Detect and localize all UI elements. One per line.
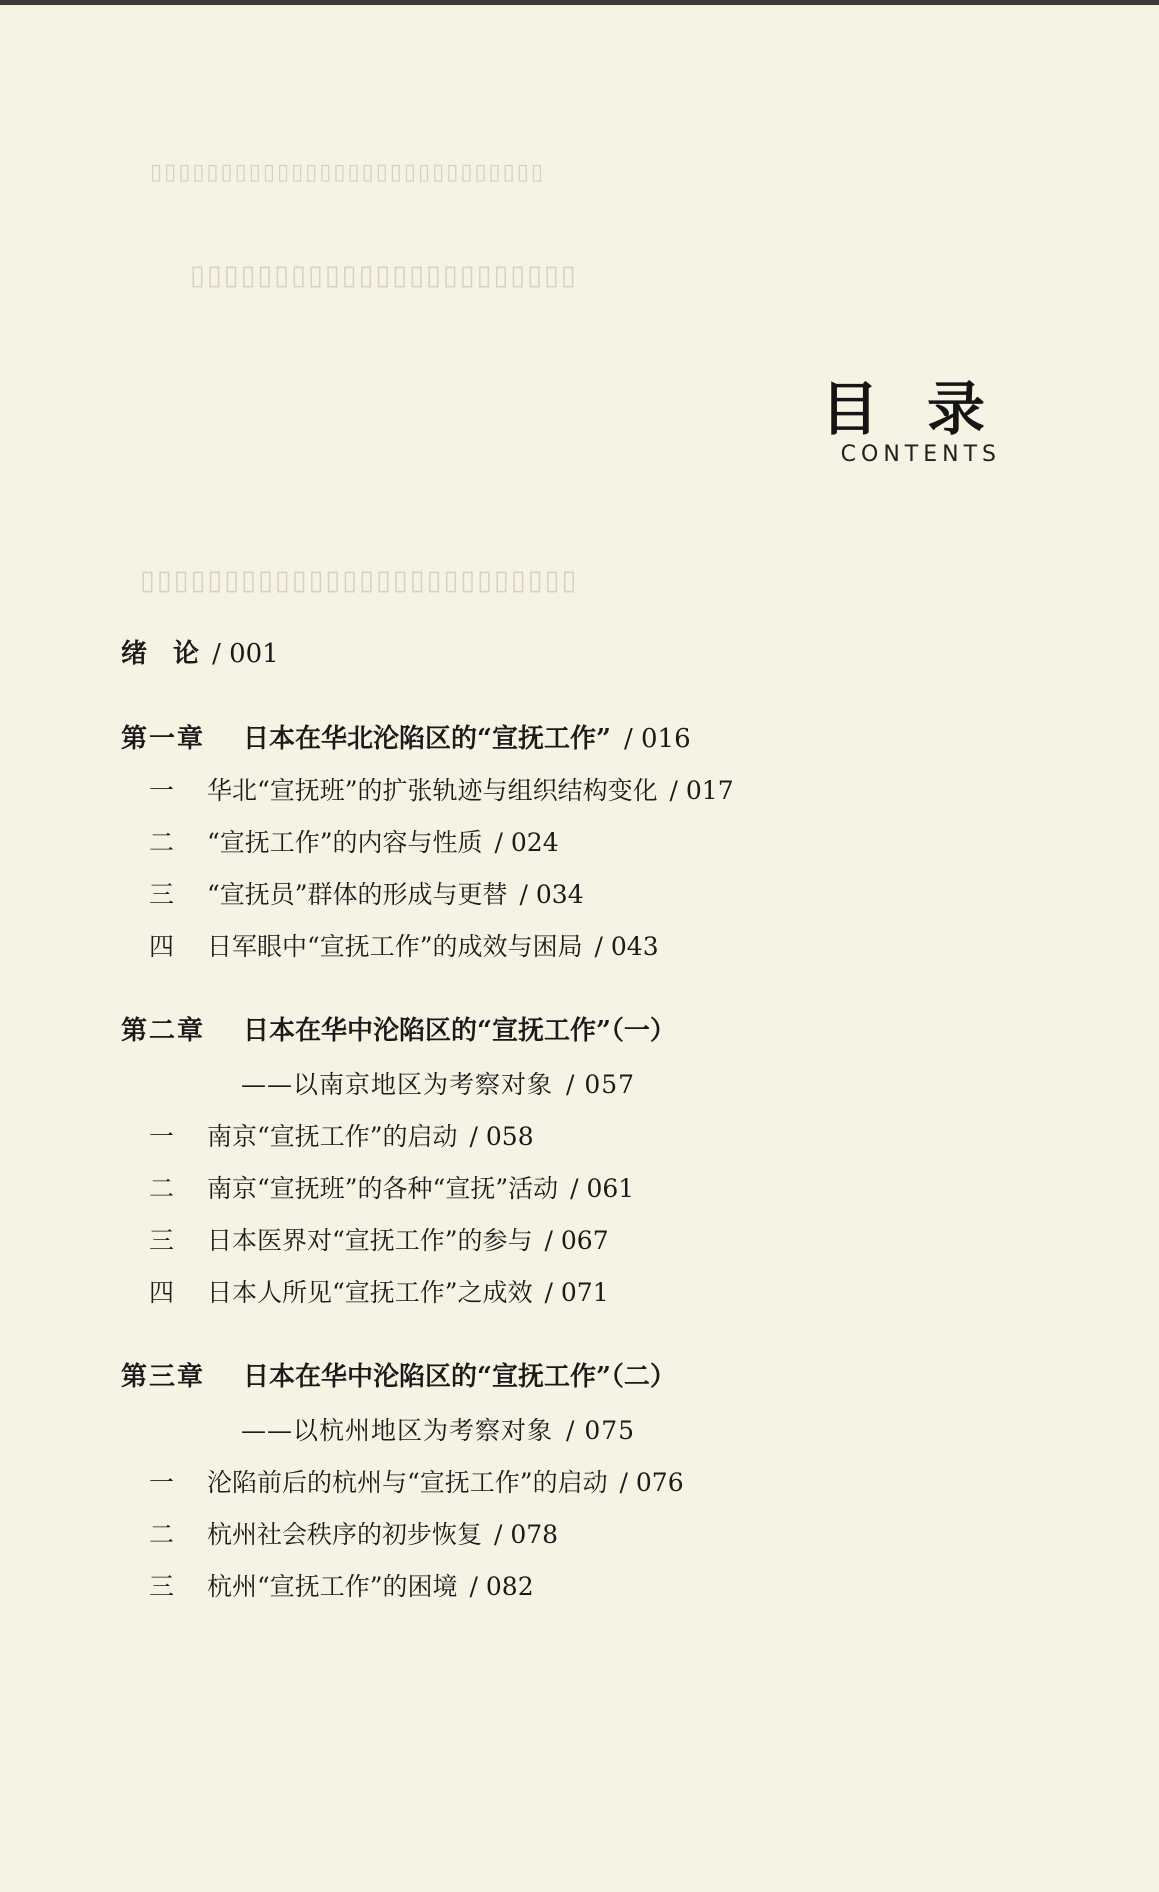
chapter-2-subtitle[interactable] — [241, 1068, 635, 1102]
section-title: 南京“宣抚班”的各种“宣抚”活动 — [207, 1174, 559, 1203]
toc-section[interactable] — [121, 878, 584, 912]
page-subtitle: CONTENTS — [840, 442, 1001, 467]
chapter-subtitle: ——以杭州地区为考察对象 — [241, 1416, 554, 1445]
toc-page-number: / 067 — [544, 1226, 609, 1255]
section-number: 二 — [149, 828, 175, 857]
chapter-title: 日本在华中沦陷区的“宣抚工作”（一） — [243, 1016, 676, 1046]
toc-intro-entry[interactable] — [121, 637, 279, 671]
toc-chapter-3[interactable] — [121, 1360, 676, 1394]
section-title: “宣抚员”群体的形成与更替 — [207, 880, 508, 909]
toc-page-number: / 078 — [493, 1520, 559, 1549]
section-number: 一 — [149, 1468, 175, 1497]
toc-page-number: / 058 — [469, 1122, 534, 1151]
section-title: 日本人所见“宣抚工作”之成效 — [207, 1278, 533, 1307]
toc-section[interactable] — [121, 1120, 534, 1154]
toc-page-number: / 061 — [570, 1174, 635, 1203]
toc-section[interactable] — [121, 1570, 534, 1604]
toc-chapter-2[interactable] — [121, 1014, 676, 1048]
chapter-number: 第二章 — [121, 1016, 206, 1046]
toc-page-number: / 016 — [623, 724, 691, 754]
toc-page-number: / 057 — [565, 1070, 636, 1099]
section-title: 日本医界对“宣抚工作”的参与 — [207, 1226, 533, 1255]
section-number: 四 — [149, 932, 175, 961]
bleed-through-line: ▯▯▯▯▯▯▯▯▯▯▯▯▯▯▯▯▯▯▯▯▯▯▯▯▯▯ — [140, 565, 579, 596]
toc-page-number: / 082 — [469, 1572, 534, 1601]
bleed-through-line: ▯▯▯▯▯▯▯▯▯▯▯▯▯▯▯▯▯▯▯▯▯▯▯ — [190, 260, 578, 291]
toc-intro-label: 绪 论 — [121, 639, 200, 669]
chapter-subtitle: ——以南京地区为考察对象 — [241, 1070, 554, 1099]
toc-page-number: / 001 — [212, 639, 279, 669]
section-title: “宣抚工作”的内容与性质 — [207, 828, 483, 857]
toc-page-number: / 071 — [544, 1278, 609, 1307]
section-number: 三 — [149, 1226, 175, 1255]
toc-page-number: / 075 — [565, 1416, 636, 1445]
bleed-through-header: ▯▯▯▯▯▯▯▯▯▯▯▯▯▯▯▯▯▯▯▯▯▯▯▯▯▯▯▯ — [150, 160, 545, 185]
toc-section[interactable] — [121, 1466, 684, 1500]
section-number: 一 — [149, 1122, 175, 1151]
section-title: 南京“宣抚工作”的启动 — [207, 1122, 458, 1151]
toc-page-number: / 043 — [594, 932, 659, 961]
section-number: 四 — [149, 1278, 175, 1307]
section-title: 华北“宣抚班”的扩张轨迹与组织结构变化 — [207, 776, 658, 805]
section-title: 杭州社会秩序的初步恢复 — [207, 1520, 483, 1549]
toc-section[interactable] — [121, 930, 659, 964]
chapter-number: 第一章 — [121, 724, 206, 754]
toc-page-number: / 034 — [519, 880, 584, 909]
page-top-edge — [0, 0, 1159, 5]
chapter-title: 日本在华中沦陷区的“宣抚工作”（二） — [243, 1362, 676, 1392]
chapter-number: 第三章 — [121, 1362, 206, 1392]
toc-page-number: / 076 — [619, 1468, 684, 1497]
toc-page-number: / 024 — [494, 828, 559, 857]
section-number: 二 — [149, 1520, 175, 1549]
section-number: 三 — [149, 1572, 175, 1601]
section-number: 一 — [149, 776, 175, 805]
toc-page-number: / 017 — [669, 776, 734, 805]
section-title: 日军眼中“宣抚工作”的成效与困局 — [207, 932, 583, 961]
section-title: 杭州“宣抚工作”的困境 — [207, 1572, 458, 1601]
toc-chapter-1[interactable] — [121, 722, 691, 756]
chapter-title: 日本在华北沦陷区的“宣抚工作” — [243, 724, 611, 754]
toc-section[interactable] — [121, 1518, 558, 1552]
section-number: 二 — [149, 1174, 175, 1203]
section-title: 沦陷前后的杭州与“宣抚工作”的启动 — [207, 1468, 608, 1497]
toc-section[interactable] — [121, 1224, 609, 1258]
chapter-3-subtitle[interactable] — [241, 1414, 635, 1448]
page-title: 目 录 — [820, 375, 999, 443]
section-number: 三 — [149, 880, 175, 909]
toc-section[interactable] — [121, 826, 559, 860]
toc-section[interactable] — [121, 774, 734, 808]
toc-section[interactable] — [121, 1172, 634, 1206]
toc-section[interactable] — [121, 1276, 609, 1310]
